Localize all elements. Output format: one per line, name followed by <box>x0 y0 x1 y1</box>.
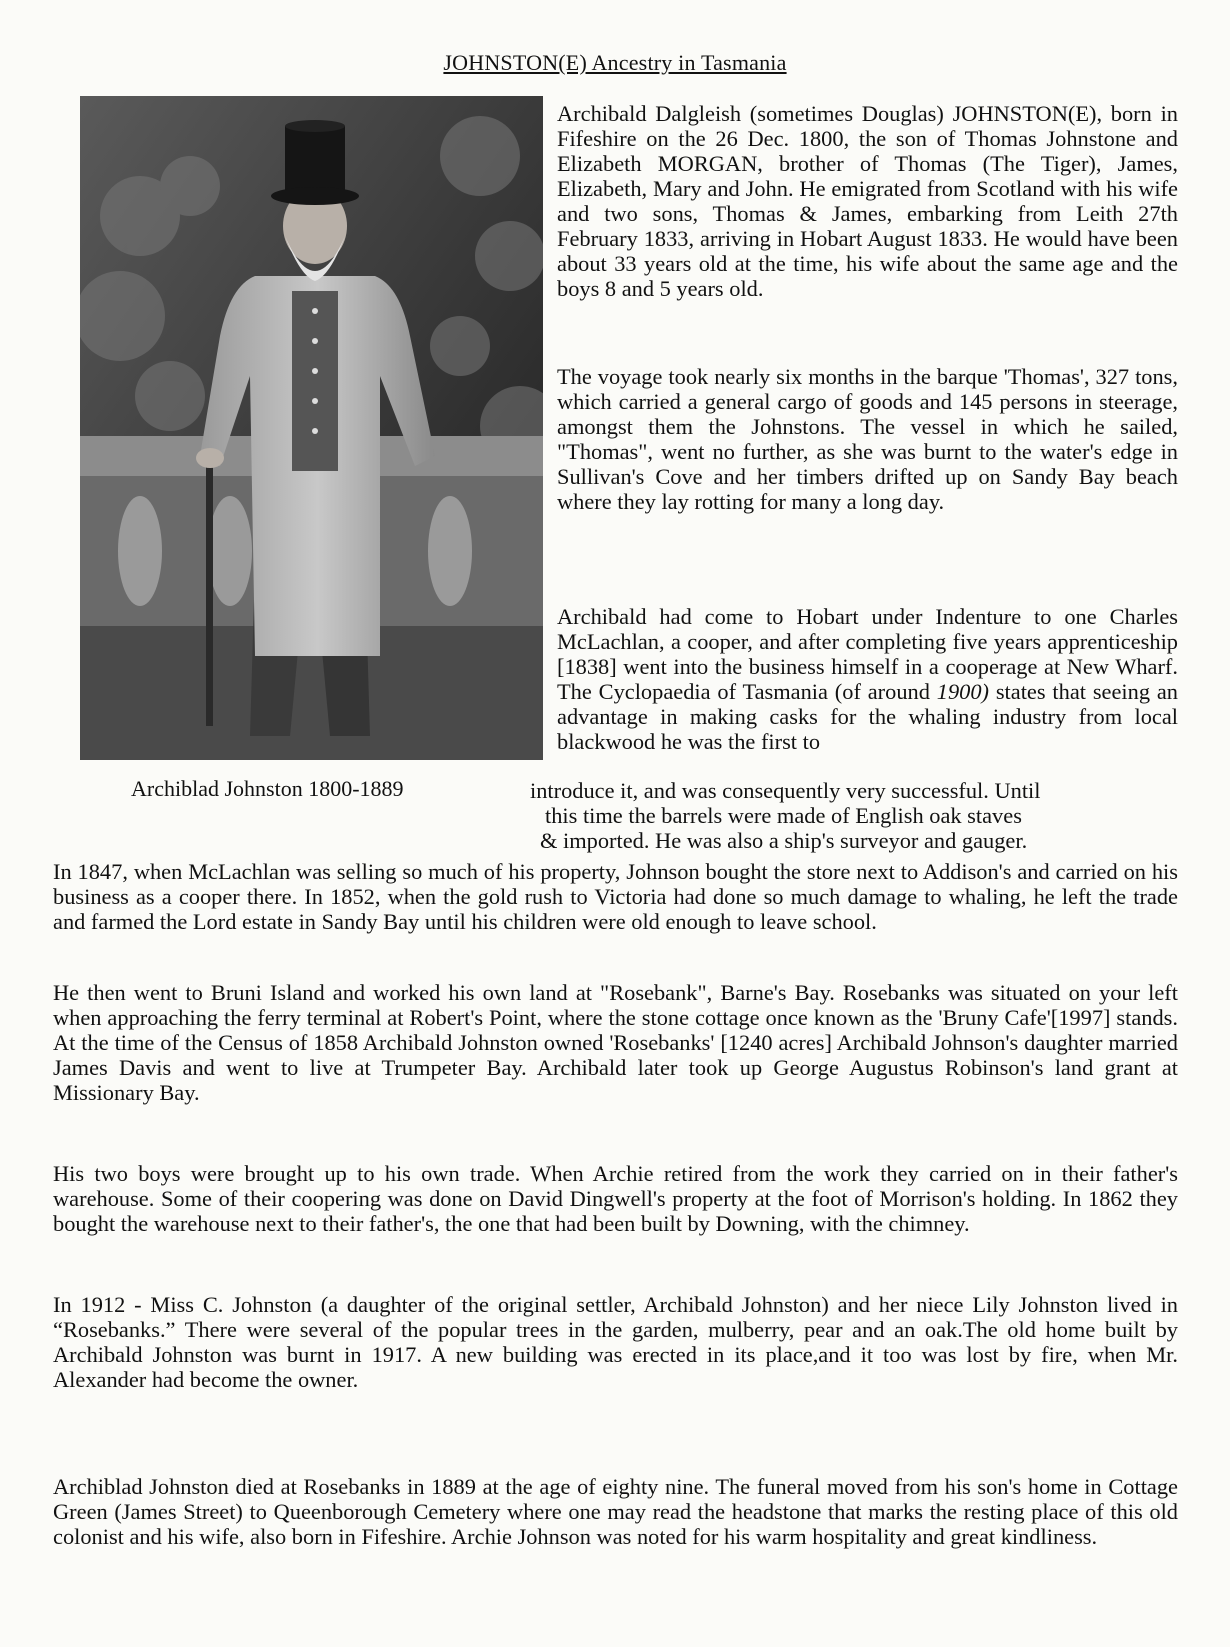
continued-line-2: this time the barrels were made of English oak staves <box>545 803 1022 828</box>
paragraph-3-text-b: states that seeing an advantage in making casks for the whaling industry from local blackwood he was the first to <box>557 679 1179 754</box>
continued-line-3: & imported. He was also a ship's surveyor and gauger. <box>540 828 1028 853</box>
continued-line-1: introduce it, and was consequently very successful. Until <box>530 778 1041 803</box>
paragraph-4: In 1847, when McLachlan was selling so much of his property, Johnson bought the store next to Addison's and carried on his business as a cooper there. In 1852, when the gold rush to Victoria had done so much damage to whaling, he left the trade and farmed the Lord estate in Sandy Bay until his children were old enough to leave school. <box>53 859 1178 934</box>
portrait-photo <box>80 96 543 760</box>
paragraph-1: Archibald Dalgleish (sometimes Douglas) JOHNSTON(E), born in Fifeshire on the 26 Dec. 1800, the son of Thomas Johnstone and Elizabeth MORGAN, brother of Thomas (The Tiger), James, Elizabeth, Mary and John. He emigrated from Scotland with his wife and two sons, Thomas & James, embarking from Leith 27th February 1833, arriving in Hobart August 1833. He would have been about 33 years old at the time, his wife about the same age and the boys 8 and 5 years old. <box>557 101 1178 301</box>
page-title: JOHNSTON(E) Ancestry in Tasmania <box>443 50 787 75</box>
photo-caption: Archiblad Johnston 1800-1889 <box>131 776 404 801</box>
paragraph-2: The voyage took nearly six months in the barque 'Thomas', 327 tons, which carried a general cargo of goods and 145 persons in steerage, amongst them the Johnstons. The vessel in which he sailed, "Thomas", went no further, as she was burnt to the water's edge in Sullivan's Cove and her timbers drifted up on Sandy Bay beach where they lay rotting for many a long day. <box>557 364 1178 514</box>
paragraph-3-year: 1900) <box>936 679 989 704</box>
paragraph-3 <box>557 604 1178 754</box>
paragraph-8: Archiblad Johnston died at Rosebanks in 1889 at the age of eighty nine. The funeral moved from his son's home in Cottage Green (James Street) to Queenborough Cemetery where one may read the headstone that marks the resting place of this old colonist and his wife, also born in Fifeshire. Archie Johnson was noted for his warm hospitality and great kindliness. <box>53 1474 1178 1549</box>
paragraph-6: His two boys were brought up to his own trade. When Archie retired from the work they carried on in their father's warehouse. Some of their coopering was done on David Dingwell's property at the foot of Morrison's holding. In 1862 they bought the warehouse next to their father's, the one that had been built by Downing, with the chimney. <box>53 1161 1178 1236</box>
paragraph-5: He then went to Bruni Island and worked his own land at "Rosebank", Barne's Bay. Rosebanks was situated on your left when approaching the ferry terminal at Robert's Point, where the stone cottage once known as the 'Bruny Cafe'[1997] stands. At the time of the Census of 1858 Archibald Johnston owned 'Rosebanks' [1240 acres] Archibald Johnson's daughter married James Davis and went to live at Trumpeter Bay. Archibald later took up George Augustus Robinson's land grant at Missionary Bay. <box>53 980 1178 1105</box>
paragraph-7: In 1912 - Miss C. Johnston (a daughter of the original settler, Archibald Johnston) and her niece Lily Johnston lived in “Rosebanks.” There were several of the popular trees in the garden, mulberry, pear and an oak.The old home built by Archibald Johnston was burnt in 1917. A new building was erected in its place,and it too was lost by fire, when Mr. Alexander had become the owner. <box>53 1292 1178 1392</box>
paragraph-3-text-a: Archibald had come to Hobart under Indenture to one Charles McLachlan, a cooper, and after completing five years apprenticeship [1838] went into the business himself in a cooperage at New Wharf. The Cyclopaedia of Tasmania (of around <box>557 604 1178 704</box>
paragraph-3-continued <box>530 778 1190 853</box>
